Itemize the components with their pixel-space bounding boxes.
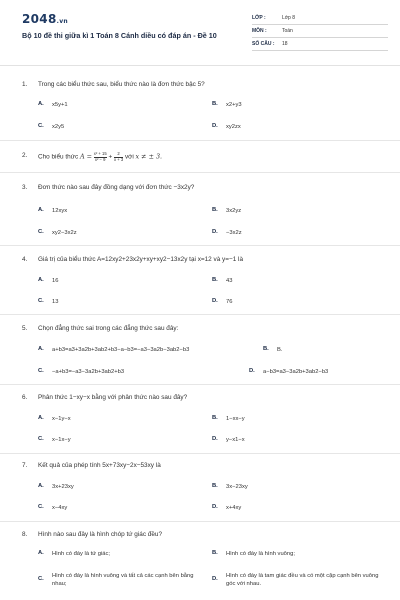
option-letter: C. [38,436,44,442]
option-text: −a+b3=−a3−3a2b+3ab2+b3 [52,369,125,375]
option-b[interactable] [212,277,232,285]
option-b[interactable] [263,346,282,354]
plus-sign: + [108,153,113,161]
fraction-denominator: x² − 9 [94,156,106,162]
question-text: Phân thức 1−xy−x bằng với phân thức nào sau đây? [38,394,188,401]
option-letter: D. [212,576,218,582]
option-c[interactable] [38,123,64,131]
option-c[interactable] [38,298,58,306]
option-text: 13 [52,299,59,305]
header-divider [0,65,400,66]
option-letter: C. [38,576,44,582]
question-divider [0,453,400,454]
option-letter: D. [212,298,218,304]
option-letter: C. [38,504,44,510]
option-letter: D. [212,504,218,510]
option-letter: B. [212,415,218,421]
fraction-denominator: x + 3 [113,156,124,162]
question-text: Chọn đẳng thức sai trong các đẳng thức sau đây: [38,325,179,332]
option-letter: C. [38,123,44,129]
brand-name: 2048 [22,12,57,26]
meta-value: Toán [282,28,293,34]
question-text-before: Cho biểu thức [38,153,79,161]
option-text: Hình có đáy là hình vuông và tất cả các cạnh bên bằng nhau; [52,573,194,587]
fraction-2 [114,152,123,162]
meta-label: LỚP : [252,15,266,21]
brand-logo[interactable] [22,12,68,26]
question-text [38,152,382,162]
option-a[interactable] [38,415,71,423]
option-text: a−b3=a3−3a2b+3ab2−b3 [263,369,329,375]
question-divider [0,314,400,315]
condition: x ≠ ± 3. [135,152,163,161]
option-letter: A. [38,415,44,421]
question-number: 1. [22,81,28,88]
question-number: 8. [22,531,28,538]
option-text: x+4xy [226,505,242,511]
option-letter: A. [38,101,44,107]
option-c[interactable] [38,436,71,444]
question-number: 6. [22,394,28,401]
question-divider [0,172,400,173]
question-2 [22,152,382,162]
option-d[interactable] [212,123,241,131]
question-number: 5. [22,325,28,332]
question-8 [22,531,382,539]
brand-suffix: .vn [56,18,68,25]
option-c[interactable] [38,368,124,376]
option-letter: B. [263,346,269,352]
option-text: x2y5 [52,124,65,130]
option-d[interactable] [212,504,241,512]
fraction-1 [94,152,107,162]
option-d[interactable] [212,572,382,588]
option-letter: D. [212,229,218,235]
question-7 [22,462,382,470]
option-a[interactable] [38,207,67,215]
option-text: 76 [226,299,233,305]
option-text: xy2−3x2z [52,230,77,236]
option-text: xy2zx [226,124,241,130]
option-letter: A. [38,483,44,489]
option-c[interactable] [38,504,67,512]
option-a[interactable] [38,346,189,354]
question-text: Giá trị của biểu thức A=12xy2+23x2y+xy+xy2−13x2y tại x=12 và y=−1 là [38,256,243,263]
question-text: Kết quả của phép tính 5x+73xy−2x−53xy là [38,462,161,469]
formula-prefix: A = [79,152,92,161]
question-divider [0,245,400,246]
option-text: 3x−23xy [226,484,248,490]
option-letter: D. [212,123,218,129]
option-text: 12xyx [52,208,68,214]
option-text: 3x+23xy [52,484,74,490]
question-text: Đơn thức nào sau đây đồng dạng với đơn thức −3x2y? [38,184,195,191]
option-text: 43 [226,278,233,284]
option-text: x−1x−y [52,437,71,443]
option-text: −3x2z [226,230,242,236]
question-text: Trong các biểu thức sau, biểu thức nào là đơn thức bậc 5? [38,81,205,88]
option-text: a+b3=a3+3a2b+3ab2+b3−a−b3=−a3−3a2b−3ab2−b3 [52,347,190,353]
option-letter: B. [212,277,218,283]
option-d[interactable] [212,436,245,444]
question-number: 4. [22,256,28,263]
question-text: Hình nào sau đây là hình chóp tứ giác đều? [38,531,163,538]
meta-row-subject [252,25,388,38]
option-b[interactable] [212,101,242,109]
option-text: Hình có đáy là tam giác đều và có một cặp cạnh bên vuông góc với nhau. [226,573,379,587]
question-6 [22,394,382,402]
option-d[interactable] [212,298,232,306]
option-b[interactable] [212,483,248,491]
question-divider [0,521,400,522]
exam-meta [252,12,388,51]
question-number: 7. [22,462,28,469]
option-a[interactable] [38,550,110,558]
option-text: B. [277,347,283,353]
meta-label: SỐ CÂU : [252,41,275,47]
option-text: x2+y3 [226,102,242,108]
option-letter: A. [38,207,44,213]
option-letter: C. [38,298,44,304]
question-number: 3. [22,184,28,191]
question-number: 2. [22,152,28,159]
option-letter: B. [212,483,218,489]
fraction-numerator: x² + 15 [93,151,107,156]
question-divider [0,140,400,141]
question-divider [0,384,400,385]
option-letter: C. [38,229,44,235]
option-letter: A. [38,550,44,556]
option-b[interactable] [212,207,241,215]
option-letter: A. [38,346,44,352]
option-letter: A. [38,277,44,283]
page-title: Bộ 10 đề thi giữa kì 1 Toán 8 Cánh diều có đáp án - Đề 10 [22,31,217,40]
option-text: Hình có đáy là hình vuông; [226,551,295,557]
option-text: 1−xx−y [226,416,245,422]
option-letter: C. [38,368,44,374]
meta-value: 18 [282,41,288,47]
question-1 [22,81,382,89]
option-c[interactable] [38,229,77,237]
question-3 [22,184,382,192]
option-c[interactable] [38,572,198,588]
question-4 [22,256,382,264]
option-letter: B. [212,101,218,107]
option-d[interactable] [212,229,242,237]
fraction-numerator: 2 [114,152,123,158]
option-d[interactable] [249,368,328,376]
option-a[interactable] [38,277,58,285]
option-b[interactable] [212,415,245,423]
option-letter: D. [249,368,255,374]
question-text-after: với [124,153,134,161]
meta-value: Lớp 8 [282,15,296,21]
meta-label: MÔN : [252,28,267,34]
option-letter: B. [212,550,218,556]
meta-row-count [252,38,388,51]
option-letter: B. [212,207,218,213]
option-text: 16 [52,278,59,284]
question-5 [22,325,382,333]
option-text: y−x1−x [226,437,245,443]
option-a[interactable] [38,101,68,109]
option-b[interactable] [212,550,295,558]
option-text: x−1y−x [52,416,71,422]
option-text: x−4xy [52,505,68,511]
option-text: 3x2yz [226,208,242,214]
option-text: Hình có đáy là tứ giác; [52,551,111,557]
meta-row-class [252,12,388,25]
option-a[interactable] [38,483,74,491]
header [0,0,400,62]
option-letter: D. [212,436,218,442]
option-text: x5y+1 [52,102,68,108]
